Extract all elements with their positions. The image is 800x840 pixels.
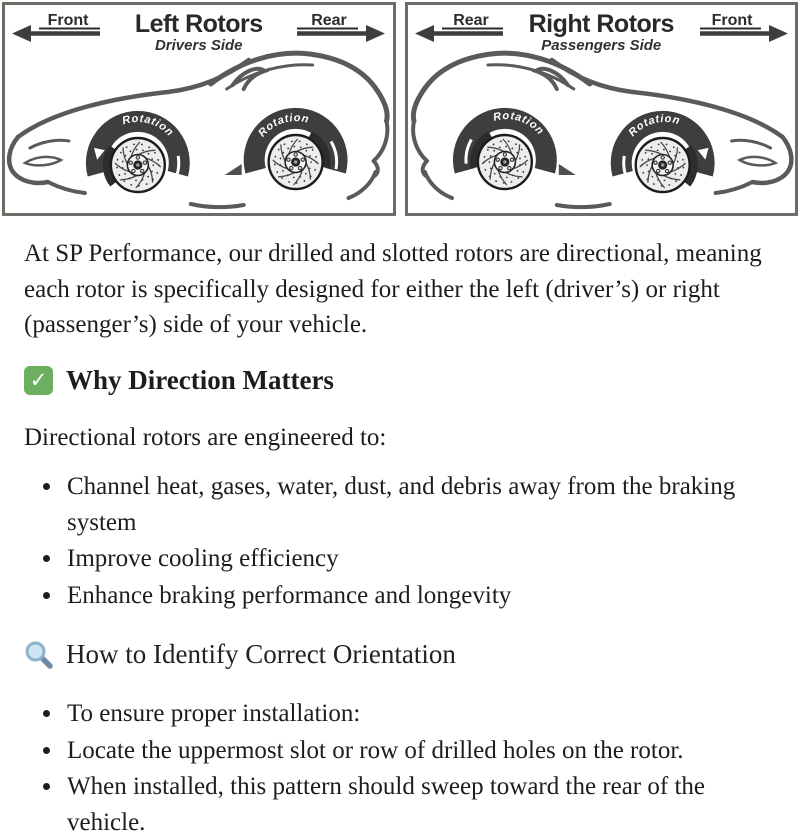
heading-text: Why Direction Matters [66, 364, 334, 395]
heading-text: How to Identify Correct Orientation [66, 639, 456, 670]
rotation-label: Rotation [121, 112, 177, 140]
left-rotors-panel [2, 2, 396, 216]
rotation-label: Rotation [491, 110, 546, 138]
why-bullet-list [24, 469, 776, 613]
rear-label: Rear [452, 12, 489, 29]
right-panel-header [408, 5, 796, 53]
rotation-label: Rotation [256, 111, 311, 140]
list-item: • When installed, this pattern should sweep toward the rear of the vehicle. [64, 769, 767, 840]
rear-arrow-right-icon [290, 10, 385, 42]
identify-orientation-heading [24, 639, 776, 670]
rear-label: Rear [311, 12, 348, 29]
front-arrow-left-icon [12, 10, 107, 42]
front-label: Front [47, 12, 89, 29]
why-direction-matters-heading [24, 365, 776, 396]
list-item: • To ensure proper installation: [64, 696, 767, 732]
front-arrow-right-icon [693, 10, 788, 42]
rear-arrow-left-icon [415, 10, 510, 42]
panel-title: Right Rotors [528, 10, 674, 38]
left-panel-titles [135, 12, 263, 53]
panel-subtitle: Drivers Side [154, 36, 243, 54]
panel-title: Left Rotors [134, 10, 263, 38]
identify-bullet-list [24, 696, 776, 840]
front-label: Front [711, 12, 753, 29]
list-item: • Locate the uppermost slot or row of drilled holes on the rotor. [64, 733, 767, 769]
list-item: • Channel heat, gases, water, dust, and debris away from the braking system [64, 469, 767, 540]
left-panel-header [5, 5, 393, 53]
engineered-to-lead: Directional rotors are engineered to: [24, 423, 387, 451]
rotation-label: Rotation [625, 112, 682, 140]
list-item: • Enhance braking performance and longevity [64, 578, 767, 614]
article-body [0, 216, 800, 840]
right-panel-titles [529, 12, 674, 53]
right-rotors-panel [405, 2, 799, 216]
rotor-direction-diagram [0, 0, 800, 216]
magnifier-icon [24, 640, 53, 669]
check-icon [24, 366, 53, 395]
intro-paragraph: At SP Performance, our drilled and slotted rotors are directional, meaning each rotor is specifically designed for either the left (driver’s) or right (passenger’s) side of your vehicle. [24, 240, 762, 338]
list-item: • Improve cooling efficiency [64, 541, 767, 577]
panel-subtitle: Passengers Side [541, 36, 662, 54]
